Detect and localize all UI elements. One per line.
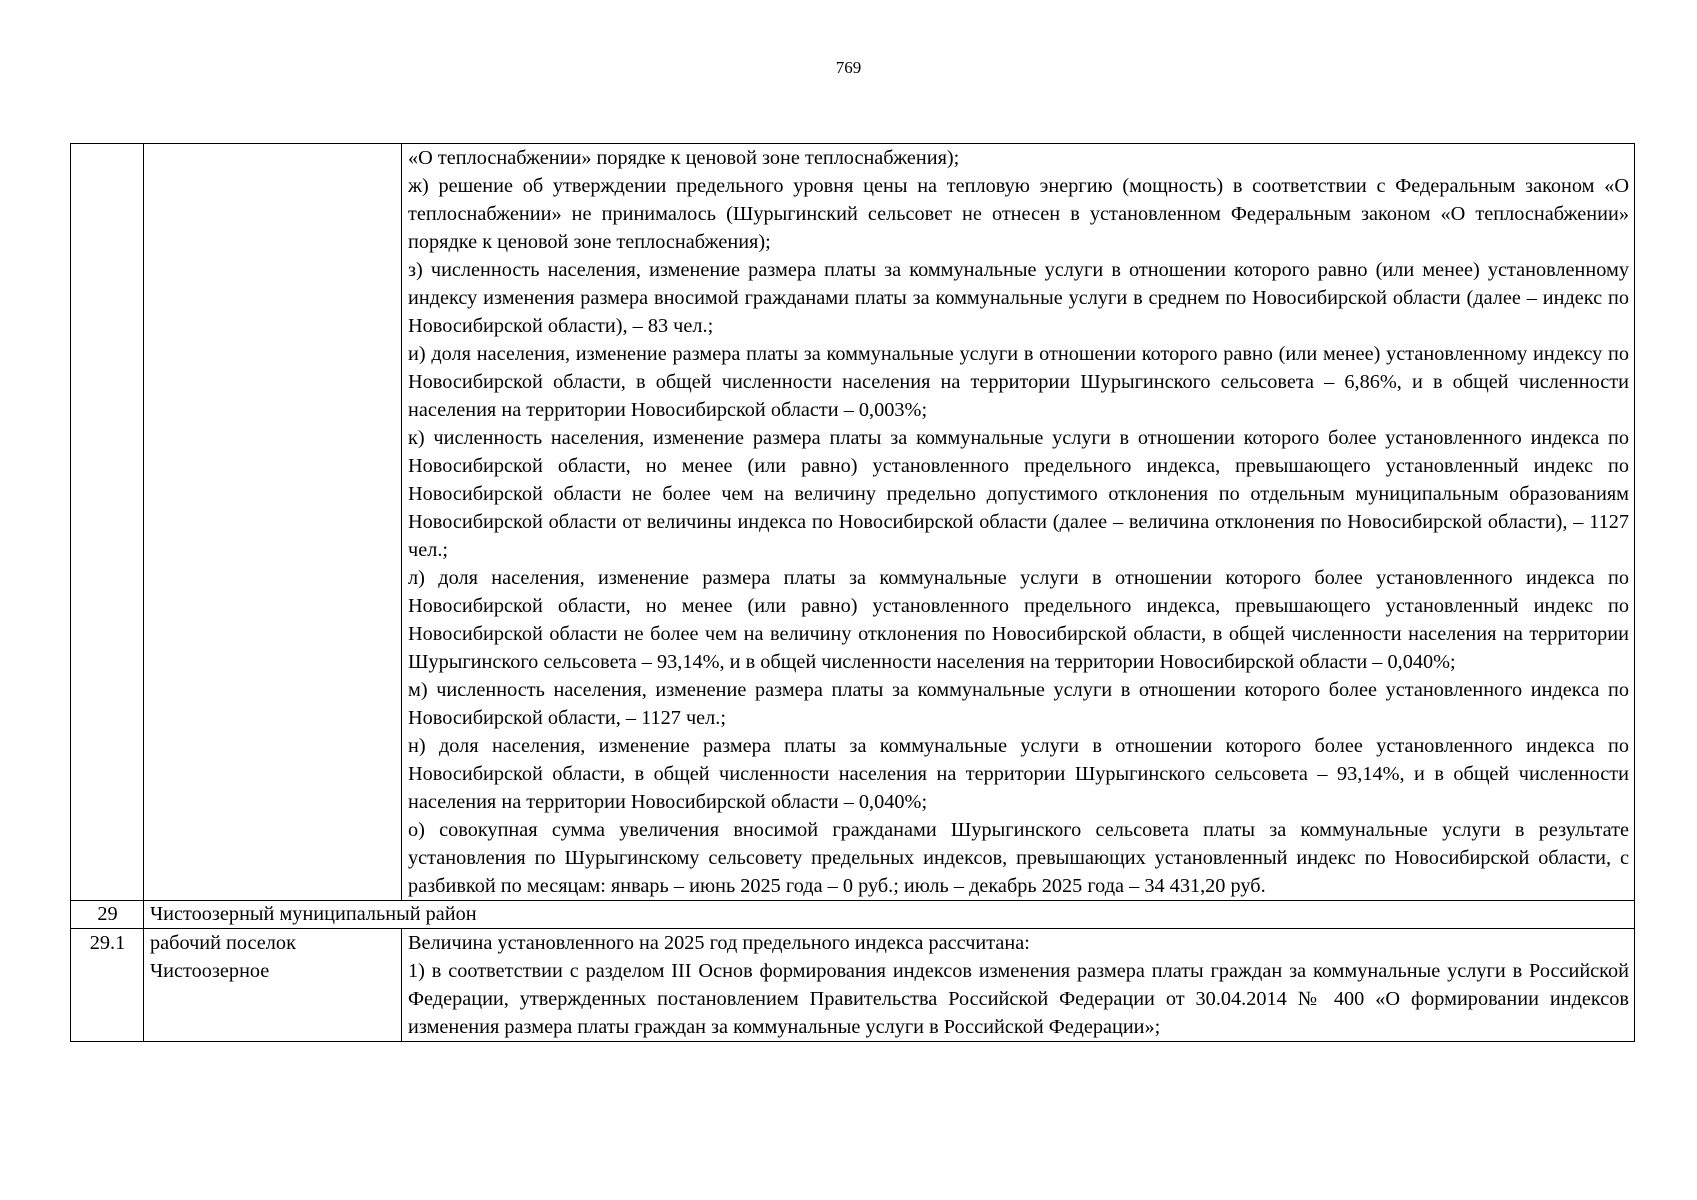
- row-number-cell: [71, 144, 144, 901]
- paragraph-1: 1) в соответствии с разделом III Основ формирования индексов изменения размера платы граждан за коммунальные услуги в Российской Федерации, утвержденных постановлением Правительства Российской Федерации от 30.04.2014 № 400 «О формировании индексов изменения размера платы граждан за коммунальные услуги в Российской Федерации»;: [408, 960, 1629, 1038]
- description-cell: [402, 929, 1635, 1042]
- district-name-cell: Чистоозерный муниципальный район: [144, 901, 1635, 929]
- index-table: [70, 143, 1635, 1042]
- paragraph-m: м) численность населения, изменение размера платы за коммунальные услуги в отношении которого более установленного индекса по Новосибирской области, – 1127 чел.;: [408, 679, 1629, 729]
- table-row-settlement: [71, 929, 1635, 1042]
- municipality-name-cell: рабочий поселок Чистоозерное: [144, 929, 402, 1042]
- paragraph-n: н) доля населения, изменение размера платы за коммунальные услуги в отношении которого более установленного индекса по Новосибирской области, в общей численности населения на территории Шурыгинского сельсовета – 93,14%, и в общей численности населения на территории Новосибирской области – 0,040%;: [408, 735, 1629, 813]
- paragraph-k: к) численность населения, изменение размера платы за коммунальные услуги в отношении которого более установленного индекса по Новосибирской области, но менее (или равно) установленного предельного индекса, превышающего установленный индекс по Новосибирской области не более чем на величину предельно допустимого отклонения по отдельным муниципальным образованиям Новосибирской области от величины индекса по Новосибирской области (далее – величина отклонения по Новосибирской области), – 1127 чел.;: [408, 427, 1629, 561]
- row-number-cell: 29: [71, 901, 144, 929]
- paragraph-zh: ж) решение об утверждении предельного уровня цены на тепловую энергию (мощность) в соответствии с Федеральным законом «О теплоснабжении» не принималось (Шурыгинский сельсовет не отнесен в установленном Федеральным законом «О теплоснабжении» порядке к ценовой зоне теплоснабжения);: [408, 175, 1629, 253]
- paragraph-z: з) численность населения, изменение размера платы за коммунальные услуги в отношении которого равно (или менее) установленному индексу изменения размера вносимой гражданами платы за коммунальные услуги в среднем по Новосибирской области (далее – индекс по Новосибирской области), – 83 чел.;: [408, 259, 1629, 337]
- description-cell: [402, 144, 1635, 901]
- paragraph-continuation: «О теплоснабжении» порядке к ценовой зоне теплоснабжения);: [408, 147, 960, 169]
- row-number-cell: 29.1: [71, 929, 144, 1042]
- municipality-name-cell: [144, 144, 402, 901]
- table-row-district: [71, 901, 1635, 929]
- paragraph-l: л) доля населения, изменение размера платы за коммунальные услуги в отношении которого более установленного индекса по Новосибирской области, но менее (или равно) установленного предельного индекса, превышающего установленный индекс по Новосибирской области не более чем на величину отклонения по Новосибирской области, в общей численности населения на территории Шурыгинского сельсовета – 93,14%, и в общей численности населения на территории Новосибирской области – 0,040%;: [408, 567, 1629, 673]
- paragraph-i: и) доля населения, изменение размера платы за коммунальные услуги в отношении которого равно (или менее) установленному индексу по Новосибирской области, в общей численности населения на территории Шурыгинского сельсовета – 6,86%, и в общей численности населения на территории Новосибирской области – 0,003%;: [408, 343, 1629, 421]
- page-number: 769: [835, 58, 862, 77]
- paragraph-o: о) совокупная сумма увеличения вносимой гражданами Шурыгинского сельсовета платы за коммунальные услуги в результате установления по Шурыгинскому сельсовету предельных индексов, превышающих установленный индекс по Новосибирской области, с разбивкой по месяцам: январь – июнь 2025 года – 0 руб.; июль – декабрь 2025 года – 34 431,20 руб.: [408, 819, 1629, 897]
- table-row-continuation: [71, 144, 1635, 901]
- paragraph-intro: Величина установленного на 2025 год предельного индекса рассчитана:: [408, 932, 1030, 954]
